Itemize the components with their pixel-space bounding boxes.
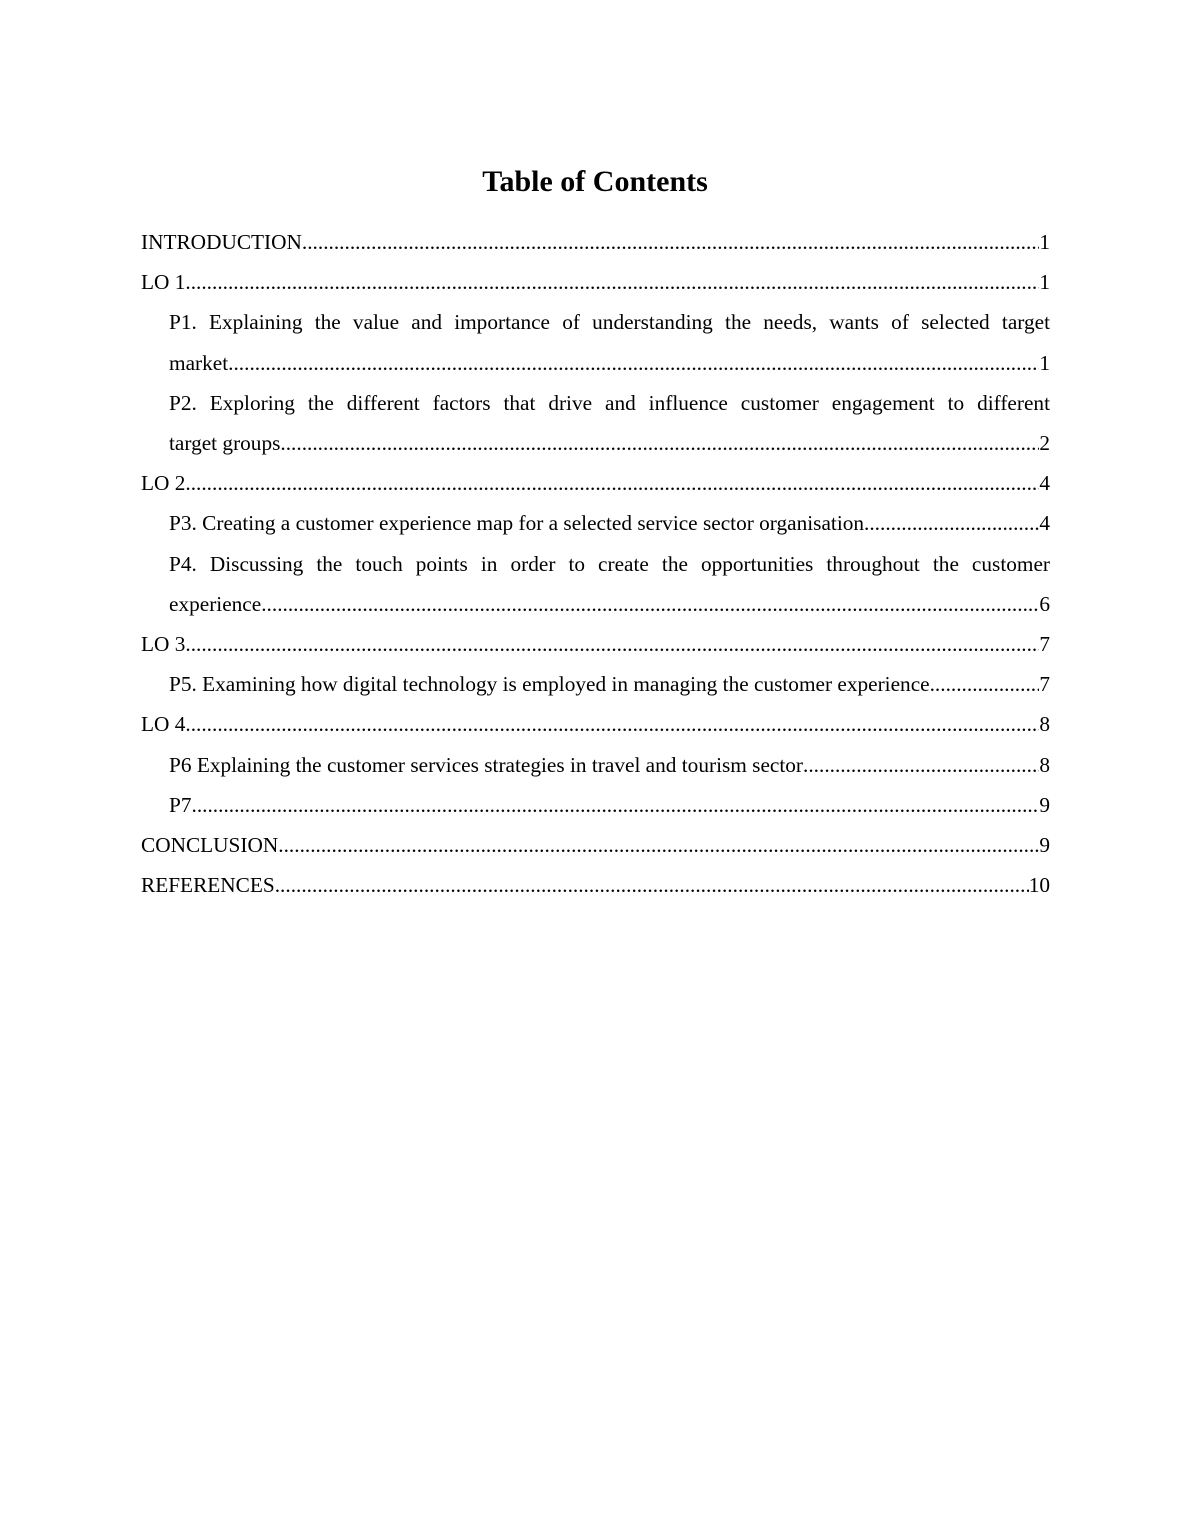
toc-page-number: 1: [1039, 230, 1050, 254]
toc-entry-text-line1: P2. Exploring the different factors that drive and influence customer engagement to different: [169, 390, 1050, 415]
toc-entry-p5[interactable]: [141, 664, 1050, 704]
toc-title: Table of Contents: [482, 165, 708, 198]
toc-entry-text: CONCLUSION: [141, 833, 279, 858]
dot-leader: [185, 463, 1039, 503]
toc-entry-text: INTRODUCTION: [141, 230, 302, 254]
dot-leader: [261, 584, 1039, 624]
toc-page-number: 7: [1039, 672, 1050, 697]
dot-leader: [278, 825, 1039, 865]
toc-page-number: 2: [1039, 431, 1050, 456]
toc-page-number: 9: [1039, 833, 1050, 858]
toc-page-number: 6: [1039, 591, 1050, 616]
toc-entry-references[interactable]: [141, 865, 1050, 905]
dot-leader: [280, 423, 1039, 463]
toc-entry-lo4[interactable]: [141, 704, 1050, 744]
toc-entry-text: P3. Creating a customer experience map for a selected service sector organisation: [169, 511, 865, 536]
toc-page-number: 10: [1028, 873, 1050, 898]
toc-entry-lo2[interactable]: [141, 463, 1050, 503]
dot-leader: [185, 262, 1039, 302]
toc-entry-text: P7: [169, 792, 192, 817]
dot-leader: [192, 785, 1040, 825]
toc-entry-text: market: [169, 350, 229, 375]
toc-page-number: 8: [1039, 712, 1050, 737]
toc-page-number: 9: [1039, 792, 1050, 817]
toc-entry-text: target groups: [169, 431, 281, 456]
toc-entry-p6[interactable]: [141, 745, 1050, 785]
dot-leader: [185, 704, 1039, 744]
toc-page-number: 7: [1039, 632, 1050, 657]
toc-page-number: 4: [1039, 511, 1050, 536]
toc-entry-text: experience: [169, 591, 262, 616]
toc-entry-conclusion[interactable]: [141, 825, 1050, 865]
dot-leader: [930, 664, 1040, 704]
toc-entry-text: REFERENCES: [141, 873, 275, 898]
toc-entry-text: LO 4: [141, 712, 186, 737]
dot-leader: [185, 624, 1039, 664]
toc-entry-text: LO 3: [141, 632, 186, 657]
toc-entry-text: LO 1: [141, 270, 186, 295]
toc-page-number: 1: [1039, 350, 1050, 375]
toc-entry-lo3[interactable]: [141, 624, 1050, 664]
toc-entry-text-line1: P4. Discussing the touch points in order to create the opportunities throughout the customer: [169, 551, 1050, 576]
toc-entry-p4[interactable]: [141, 544, 1050, 624]
toc-entry-text: P6 Explaining the customer services strategies in travel and tourism sector: [169, 752, 804, 777]
toc-page-number: 4: [1039, 471, 1050, 496]
toc-page-number: 1: [1039, 270, 1050, 295]
dot-leader: [228, 343, 1039, 383]
toc-entry-p1[interactable]: [141, 302, 1050, 382]
toc-entry-p3[interactable]: [141, 503, 1050, 543]
dot-leader: [803, 745, 1039, 785]
toc-entry-text: LO 2: [141, 471, 186, 496]
dot-leader: [302, 222, 1039, 262]
toc-entry-text: P5. Examining how digital technology is employed in managing the customer experience: [169, 672, 930, 697]
dot-leader: [864, 503, 1039, 543]
toc-entry-lo1[interactable]: [141, 262, 1050, 302]
dot-leader: [275, 865, 1029, 905]
toc-entry-p7[interactable]: [141, 785, 1050, 825]
toc-entry-introduction[interactable]: [141, 222, 1050, 262]
toc-entry-p2[interactable]: [141, 383, 1050, 463]
toc-entry-text-line1: P1. Explaining the value and importance of understanding the needs, wants of selected target: [169, 310, 1050, 335]
toc-list: [141, 222, 1050, 905]
toc-page-number: 8: [1039, 752, 1050, 777]
